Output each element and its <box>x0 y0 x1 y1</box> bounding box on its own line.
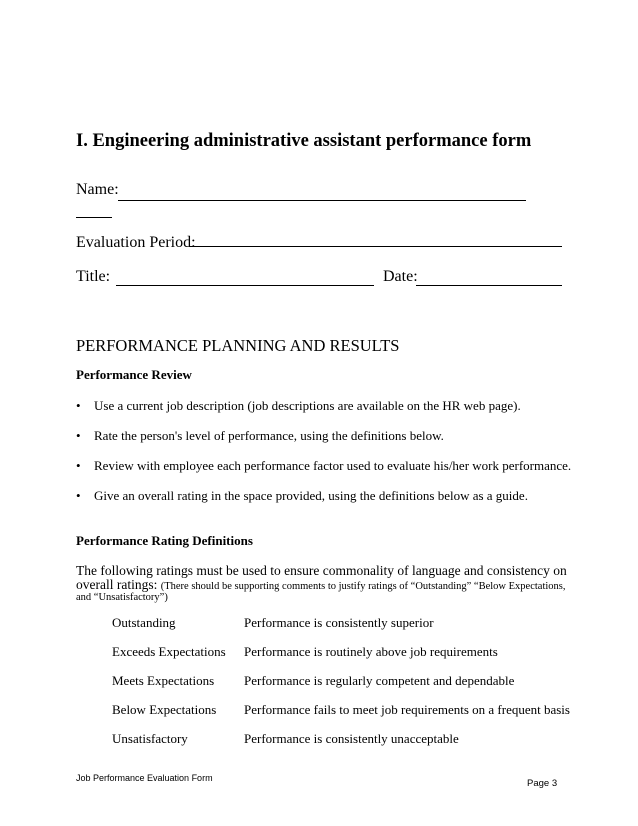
date-label: Date: <box>383 268 418 285</box>
date-underline[interactable] <box>416 285 562 286</box>
performance-review-heading: Performance Review <box>76 367 192 382</box>
bullet-icon: • <box>76 398 81 413</box>
bullet-item <box>76 398 521 414</box>
bullet-text: Give an overall rating in the space provided, using the definitions below as a guide. <box>94 488 528 503</box>
rating-intro-line-2 <box>76 577 566 593</box>
rating-note-line-2: and “Unsatisfactory”) <box>76 592 168 603</box>
bullet-icon: • <box>76 488 81 503</box>
evaluation-period-underline[interactable] <box>189 246 562 247</box>
name-underline[interactable] <box>118 200 526 201</box>
rating-definitions-heading: Performance Rating Definitions <box>76 533 253 548</box>
name-underline-continued[interactable] <box>76 217 112 218</box>
form-title: I. Engineering administrative assistant performance form <box>76 131 532 151</box>
title-underline[interactable] <box>116 285 374 286</box>
bullet-item <box>76 488 528 504</box>
rating-intro-line-1: The following ratings must be used to ensure commonality of language and consistency on <box>76 563 567 578</box>
bullet-text: Use a current job description (job descriptions are available on the HR web page). <box>94 398 521 413</box>
bullet-item <box>76 458 571 474</box>
bullet-icon: • <box>76 428 81 443</box>
rating-description: Performance is consistently superior <box>244 615 434 630</box>
footer-text: Job Performance Evaluation Form <box>76 773 213 783</box>
bullet-item <box>76 428 444 444</box>
page-number: Page 3 <box>527 778 558 789</box>
rating-label: Below Expectations <box>112 702 217 717</box>
rating-note-line-1: (There should be supporting comments to justify ratings of “Outstanding” “Below Expectations, <box>160 581 566 592</box>
title-label: Title: <box>76 268 111 285</box>
rating-label: Meets Expectations <box>112 673 215 688</box>
rating-label: Exceeds Expectations <box>112 644 226 659</box>
rating-description: Performance fails to meet job requirements on a frequent basis <box>244 702 570 717</box>
name-label: Name: <box>76 181 119 198</box>
rating-label: Outstanding <box>112 615 176 630</box>
rating-intro-text: overall ratings: <box>76 577 158 592</box>
evaluation-period-label: Evaluation Period: <box>76 234 196 251</box>
bullet-text: Rate the person's level of performance, using the definitions below. <box>94 428 444 443</box>
rating-description: Performance is consistently unacceptable <box>244 731 459 746</box>
rating-description: Performance is regularly competent and dependable <box>244 673 515 688</box>
section-heading: PERFORMANCE PLANNING AND RESULTS <box>76 336 400 355</box>
bullet-text: Review with employee each performance factor used to evaluate his/her work performance. <box>94 458 572 473</box>
bullet-icon: • <box>76 458 81 473</box>
rating-label: Unsatisfactory <box>112 731 188 746</box>
rating-description: Performance is routinely above job requirements <box>244 644 498 659</box>
